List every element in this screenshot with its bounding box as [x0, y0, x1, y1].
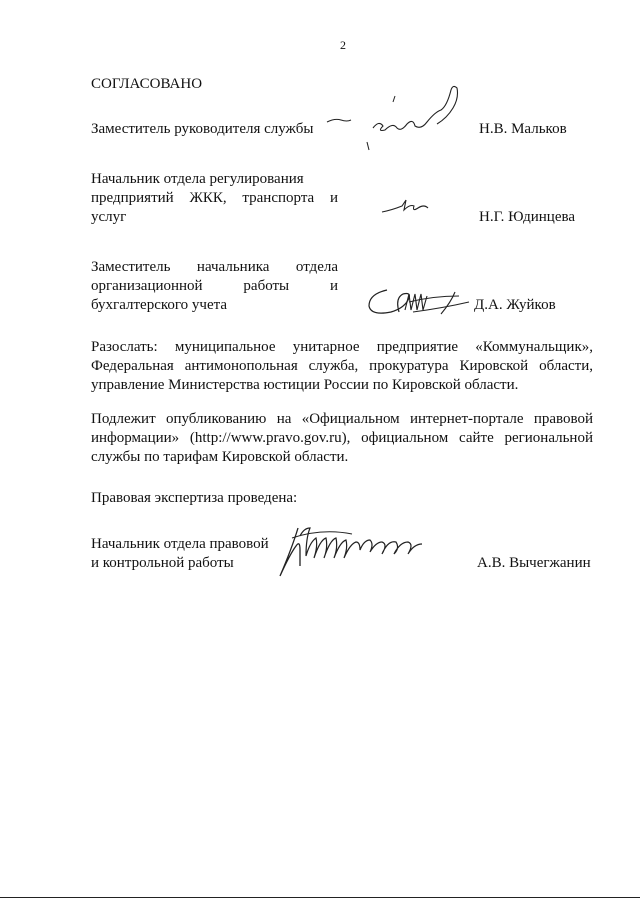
publication-line-3: службы по тарифам Кировской области.: [91, 449, 349, 465]
legal-review-note: Правовая экспертиза проведена:: [91, 490, 298, 506]
signature-yudintseva: [380, 196, 450, 221]
page-number: 2: [340, 38, 346, 52]
signatory-2-name: Н.Г. Юдинцева: [479, 209, 576, 225]
publication-line-1: Подлежит опубликованию на «Официальном интернет-портале правовой: [91, 411, 593, 427]
signatory-2-position-line-1: Начальник отдела регулирования: [91, 171, 304, 187]
signatory-3-position-line-1: Заместитель начальника отдела: [91, 259, 338, 275]
legal-signatory-position-line-1: Начальник отдела правовой: [91, 536, 269, 552]
publication-line-2: информации» (http://www.pravo.gov.ru), официальном сайте региональной: [91, 430, 593, 446]
distribution-paragraph: [91, 338, 593, 395]
page-bottom-edge: [0, 897, 640, 898]
signature-zhuikov: [365, 282, 480, 322]
signatory-2-position-line-3: услуг: [91, 209, 127, 225]
signatory-1-position: Заместитель руководителя службы: [91, 121, 314, 137]
distribution-line-1: Разослать: муниципальное унитарное предприятие «Коммунальщик»,: [91, 339, 593, 355]
signatory-3-position-line-3: бухгалтерского учета: [91, 297, 228, 313]
distribution-line-2: Федеральная антимонопольная служба, прокуратура Кировской области,: [91, 358, 593, 374]
legal-signatory-name: А.В. Вычегжанин: [477, 555, 591, 571]
approval-heading: СОГЛАСОВАНО: [91, 76, 203, 92]
signatory-3-name: Д.А. Жуйков: [474, 297, 556, 313]
distribution-line-3: управление Министерства юстиции России по Кировской области.: [91, 377, 519, 393]
legal-signatory-position-line-2: и контрольной работы: [91, 555, 234, 571]
signature-malkov: [325, 88, 490, 153]
signatory-3-position-line-2: организационной работы и: [91, 278, 338, 294]
publication-paragraph: [91, 410, 593, 467]
signatory-1-name: Н.В. Мальков: [479, 121, 567, 137]
signature-vychegzhanin: [270, 522, 470, 582]
signatory-2-position-line-2: предприятий ЖКК, транспорта и: [91, 190, 338, 206]
